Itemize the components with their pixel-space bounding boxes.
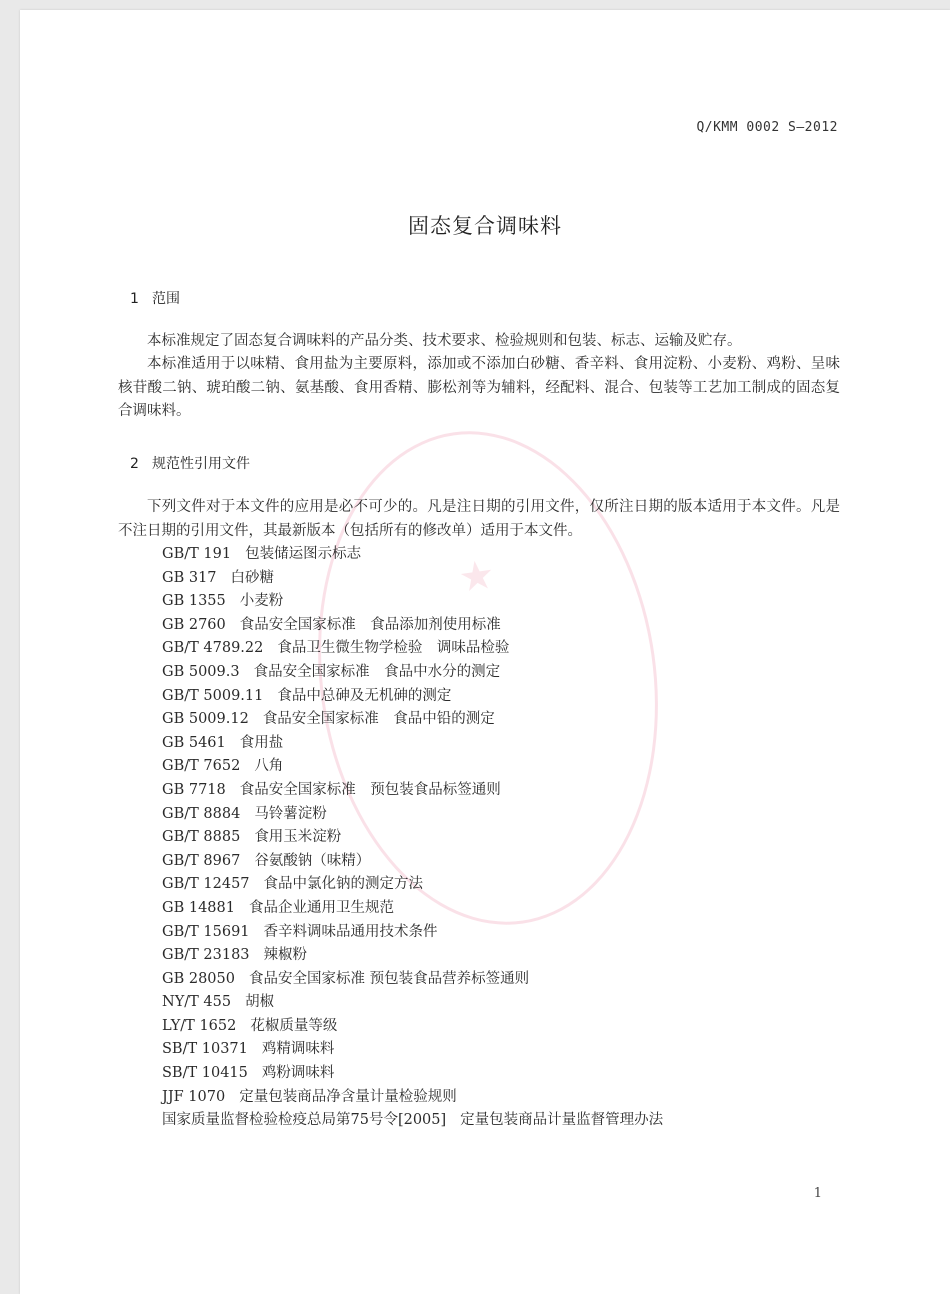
reference-item: GB 14881 食品企业通用卫生规范 xyxy=(162,899,394,916)
reference-item: GB 317 白砂糖 xyxy=(162,569,275,586)
section-2-heading xyxy=(130,453,250,473)
seal-star-icon: ★ xyxy=(455,551,498,602)
reference-item: GB 28050 食品安全国家标准 预包装食品营养标签通则 xyxy=(162,970,530,987)
document-page xyxy=(20,10,950,1294)
reference-item: JJF 1070 定量包装商品净含量计量检验规则 xyxy=(162,1088,457,1105)
section-1-heading xyxy=(130,288,180,308)
document-code: Q/KMM 0002 S—2012 xyxy=(696,120,838,135)
reference-item: GB/T 5009.11 食品中总砷及无机砷的测定 xyxy=(162,687,452,704)
scope-paragraph-2: 本标准适用于以味精、食用盐为主要原料，添加或不添加白砂糖、香辛料、食用淀粉、小麦粉、鸡粉、呈味核苷酸二钠、琥珀酸二钠、氨基酸、食用香精、膨松剂等为辅料，经配料、混合、包装等工艺加工制成的固态复合调味料。 xyxy=(118,356,840,419)
reference-item: GB/T 7652 八角 xyxy=(162,758,284,775)
reference-list xyxy=(162,543,663,1133)
scope-paragraph-1: 本标准规定了固态复合调味料的产品分类、技术要求、检验规则和包装、标志、运输及贮存。 xyxy=(147,333,742,349)
reference-item: GB/T 8884 马铃薯淀粉 xyxy=(162,805,327,822)
reference-item: GB/T 23183 辣椒粉 xyxy=(162,947,308,964)
reference-item: SB/T 10371 鸡精调味料 xyxy=(162,1041,335,1058)
reference-item: GB/T 191 包装储运图示标志 xyxy=(162,546,362,562)
reference-item: GB/T 4789.22 食品卫生微生物学检验 调味品检验 xyxy=(162,640,510,657)
page-number: 1 xyxy=(813,1186,822,1201)
reference-item: GB 5461 食用盐 xyxy=(162,734,284,751)
section-2-title: 规范性引用文件 xyxy=(152,456,250,472)
reference-item: LY/T 1652 花椒质量等级 xyxy=(162,1017,338,1034)
reference-item: GB 7718 食品安全国家标准 预包装食品标签通则 xyxy=(162,781,501,798)
reference-item: GB/T 8967 谷氨酸钠（味精） xyxy=(162,852,371,869)
reference-item: GB 5009.3 食品安全国家标准 食品中水分的测定 xyxy=(162,663,501,680)
section-2-number: 2 xyxy=(130,456,139,472)
reference-item: GB/T 8885 食用玉米淀粉 xyxy=(162,829,342,846)
reference-item: NY/T 455 胡椒 xyxy=(162,994,275,1011)
reference-item: 国家质量监督检验检疫总局第75号令[2005] 定量包装商品计量监督管理办法 xyxy=(162,1112,664,1129)
section-1-number: 1 xyxy=(130,291,139,307)
page-title: 固态复合调味料 xyxy=(408,214,562,238)
reference-item: GB 5009.12 食品安全国家标准 食品中铅的测定 xyxy=(162,711,495,728)
reference-item: GB/T 15691 香辛料调味品通用技术条件 xyxy=(162,923,438,940)
reference-item: SB/T 10415 鸡粉调味料 xyxy=(162,1065,335,1082)
references-intro: 下列文件对于本文件的应用是必不可少的。凡是注日期的引用文件，仅所注日期的版本适用于本文件。凡是不注日期的引用文件，其最新版本（包括所有的修改单）适用于本文件。 xyxy=(118,499,840,539)
reference-item: GB/T 12457 食品中氯化钠的测定方法 xyxy=(162,876,424,893)
reference-item: GB 2760 食品安全国家标准 食品添加剂使用标准 xyxy=(162,616,501,633)
reference-item: GB 1355 小麦粉 xyxy=(162,593,284,610)
section-1-title: 范围 xyxy=(152,291,180,307)
